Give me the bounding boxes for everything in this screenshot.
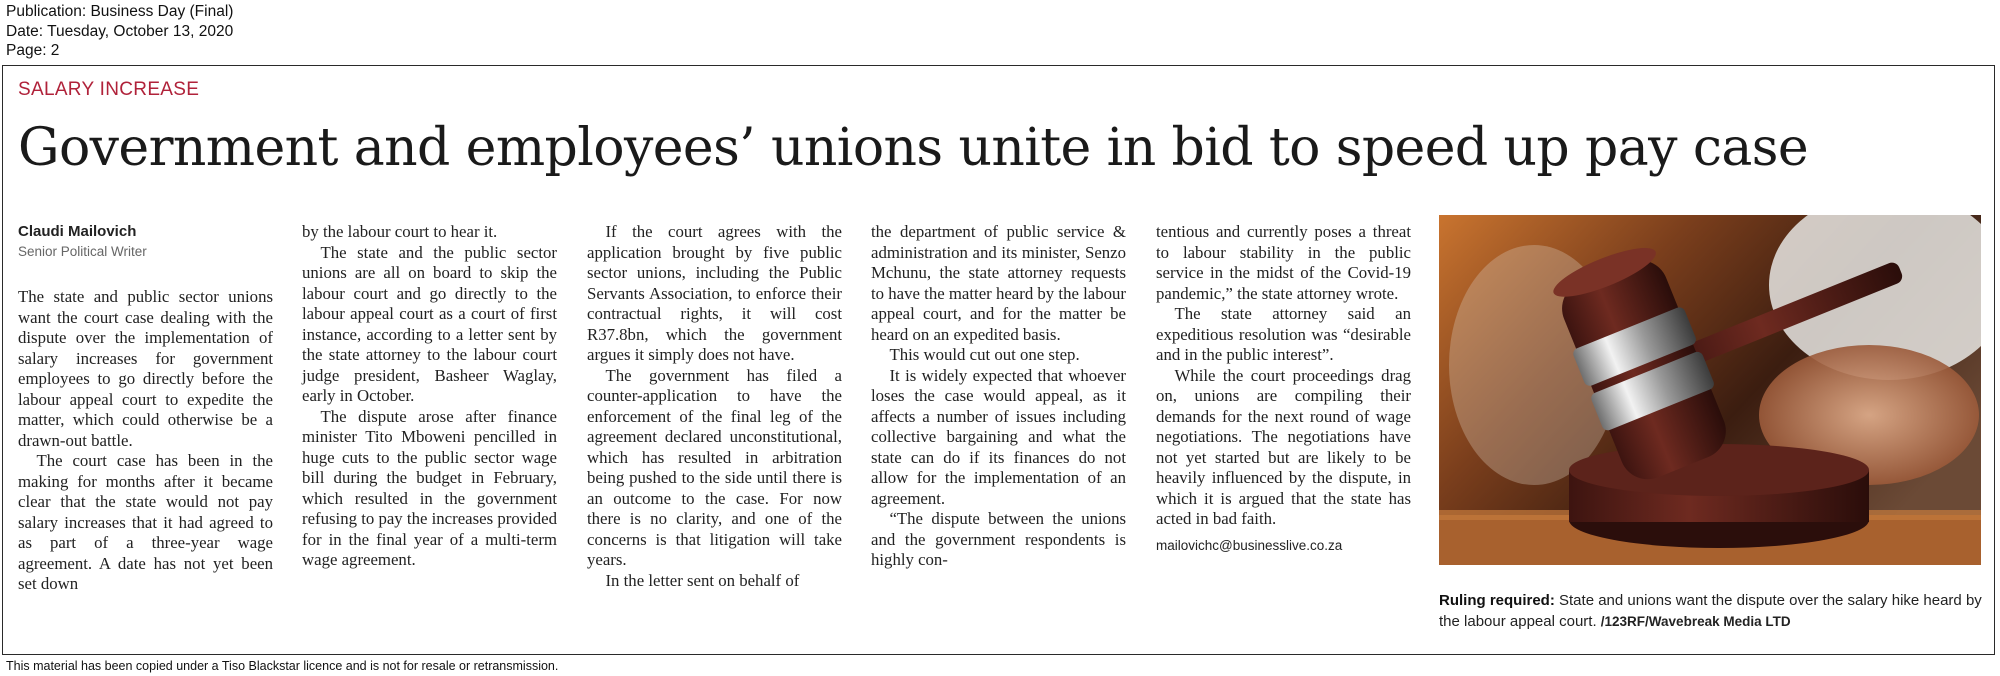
gavel-photo (1439, 215, 1981, 565)
author-email: mailovichc@businesslive.co.za (1156, 537, 1343, 553)
paragraph: by the labour court to hear it. (302, 222, 498, 241)
caption-text: State and unions want the dispute over the salary hike heard by the labour appeal court. (1439, 592, 1982, 630)
article-column-3 (587, 222, 842, 591)
paragraph: “The dispute between the unions and the government respondents is highly con- (871, 509, 1126, 569)
paragraph: the department of public service & administration and its minister, Senzo Mchunu, the state attorney requests to have the matter heard by the labour appeal court, and for the matter be heard on an expedited basis. (871, 222, 1126, 344)
publication-name: Publication: Business Day (Final) (6, 3, 234, 20)
author-name: Claudi Mailovich (18, 223, 137, 240)
photo-credit: /123RF/Wavebreak Media LTD (1600, 614, 1791, 629)
paragraph: tentious and currently poses a threat to labour stability in the public service in the midst of the Covid-19 pandemic,” the state attorney wrote. (1156, 222, 1411, 303)
paragraph: It is widely expected that whoever loses the case would appeal, as it affects a number of issues including collective bargaining and what the state can do if its finances do not allow for the implementation of an agreement. (871, 365, 1126, 508)
paragraph: The court case has been in the making for months after it became clear that the state would not pay salary increases that it had agreed to as part of a three-year wage agreement. A date has not yet been set down (18, 451, 273, 593)
paragraph: The state and the public sector unions are all on board to skip the labour court and go directly to the labour appeal court as a court of first instance, according to a letter sent by the state attorney to the labour court judge president, Basheer Waglay, early in October. (302, 242, 557, 405)
paragraph: If the court agrees with the application brought by five public sector unions, including the Public Servants Association, to enforce their contractual rights, it will cost R37.8bn, which the government argues it simply does not have. (587, 222, 842, 364)
headline: Government and employees’ unions unite in bid to speed up pay case (18, 118, 1808, 178)
paragraph: The government has filed a counter-application to have the enforcement of the final leg of the agreement declared unconstitutional, which has resulted in arbitration being pushed to the side until there is an outcome to the case. For now there is no clarity, and one of the concerns is that litigation will take years. (587, 365, 842, 569)
article-column-1 (18, 287, 273, 595)
article-column-5 (1156, 222, 1411, 556)
byline (18, 222, 273, 262)
paragraph: The dispute arose after finance minister Tito Mboweni pencilled in huge cuts to the public sector wage bill during the budget in February, which resulted in the government refusing to pay the increases provided for in the final year of a multi-term wage agreement. (302, 406, 557, 569)
article-column-4 (871, 222, 1126, 571)
author-role: Senior Political Writer (18, 244, 147, 259)
paragraph: The state attorney said an expeditious resolution was “desirable and in the public interest”. (1156, 304, 1411, 364)
publication-meta (6, 2, 233, 61)
photo-caption (1439, 590, 1984, 632)
kicker: SALARY INCREASE (18, 79, 200, 100)
publication-page: Page: 2 (6, 42, 60, 59)
article-column-2 (302, 222, 557, 571)
paragraph: This would cut out one step. (889, 345, 1080, 364)
paragraph: In the letter sent on behalf of (605, 570, 800, 590)
publication-date: Date: Tuesday, October 13, 2020 (6, 22, 234, 40)
caption-lead: Ruling required: (1439, 592, 1555, 609)
paragraph: The state and public sector unions want the court case dealing with the dispute over the implementation of salary increases for government employees to go directly before the labour appeal court to expedite the matter, which could otherwise be a drawn-out battle. (18, 287, 273, 450)
licence-footer: This material has been copied under a Tiso Blackstar licence and is not for resale or retransmission. (6, 659, 559, 673)
paragraph: While the court proceedings drag on, unions are compiling their demands for the next round of wage negotiations. The negotiations have not yet started but are likely to be heavily influenced by the dispute, in which it is argued that the state has acted in bad faith. (1156, 365, 1411, 528)
